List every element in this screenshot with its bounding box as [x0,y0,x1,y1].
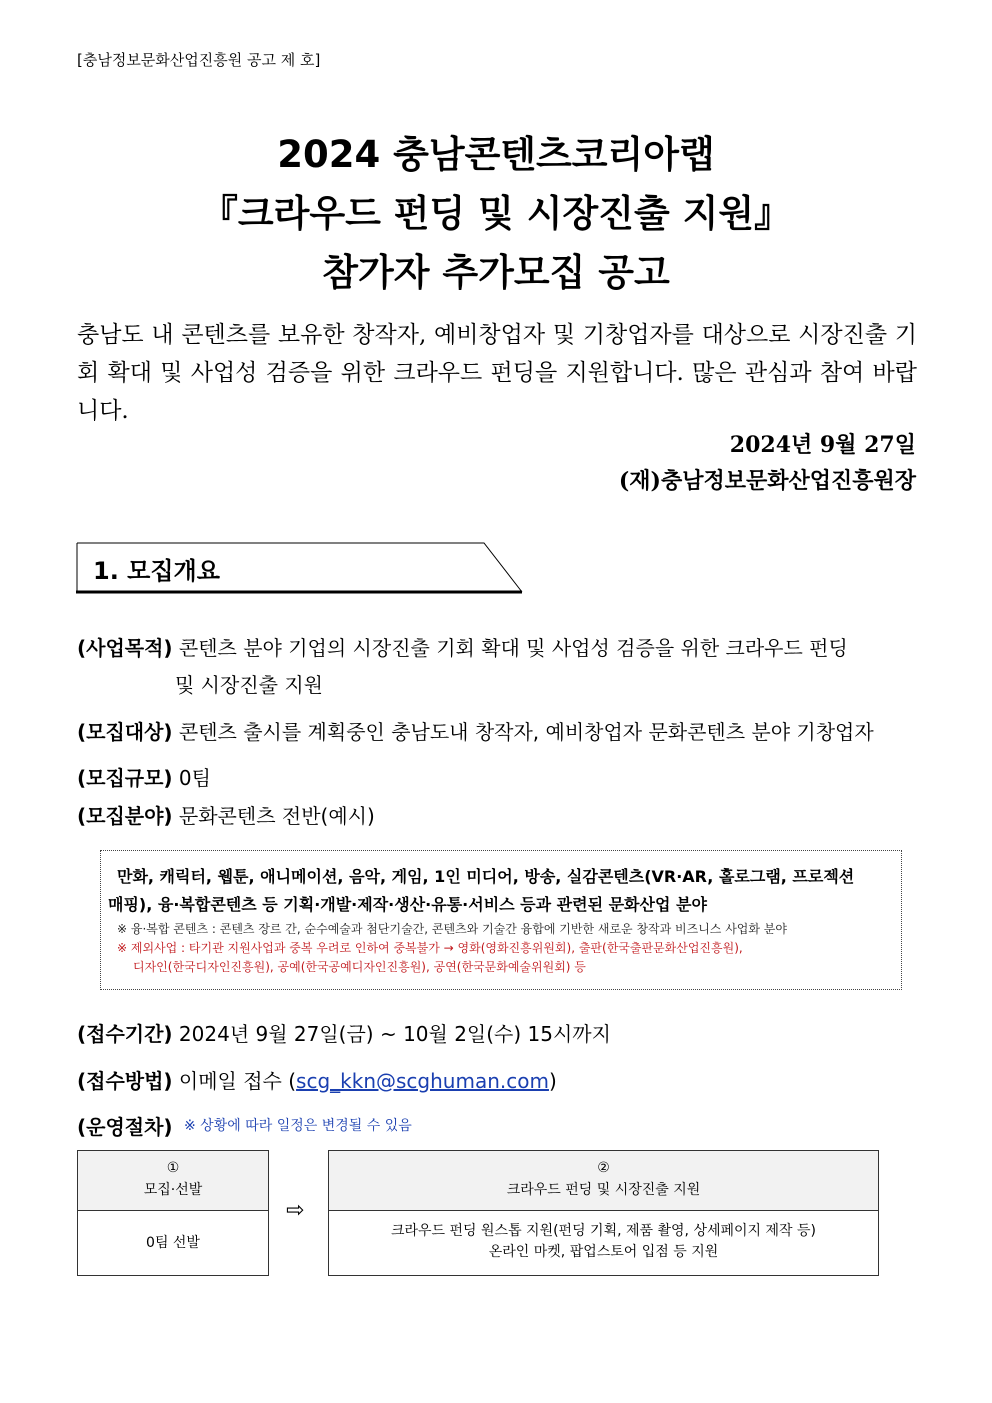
period-row [77,1018,611,1047]
title-line-1: 2024 충남콘텐츠코리아랩 [277,133,715,176]
step-1-box [77,1150,269,1276]
notice-number: [충남정보문화산업진흥원 공고 제 호] [77,51,321,69]
arrow-icon: ⇨ [286,1198,305,1223]
title-line-2: 『크라우드 펀딩 및 시장진출 지원』 [200,192,792,235]
exclusion-note-cont: 디자인(한국디자인진흥원), 공예(한국공예디자인진흥원), 공연(한국문화예술위원회) 등 [133,960,586,974]
target-key: (모집대상) [77,720,173,744]
method-key: (접수방법) [77,1069,173,1093]
procedure-note: ※ 상황에 따라 일정은 변경될 수 있음 [184,1118,412,1134]
step-2-title: 크라우드 펀딩 및 시장진출 지원 [506,1182,701,1198]
step-1-body: 0팀 선발 [146,1235,200,1251]
section-1-title: 1. 모집개요 [93,557,220,585]
step-1-header [78,1151,268,1211]
scale-key: (모집규모) [77,766,173,790]
method-prefix: 이메일 접수 ( [178,1069,297,1093]
step-2-number: ② [597,1160,610,1176]
method-row [77,1065,557,1094]
purpose-row [77,632,848,661]
period-value: 2024년 9월 27일(금) ~ 10월 2일(수) 15시까지 [178,1022,611,1046]
step-2-body [329,1211,878,1263]
target-row [77,716,874,745]
intro-paragraph: 충남도 내 콘텐츠를 보유한 창작자, 예비창업자 및 기창업자를 대상으로 시장진출 기회 확대 및 사업성 검증을 위한 크라우드 펀딩을 지원합니다. 많은 관심과 참여 바랍니다. [77,322,917,424]
field-box-line-2: 매핑), 융·복합콘텐츠 등 기획·개발·제작·생산·유통·서비스 등과 관련된 문화산업 분야 [108,895,707,914]
procedure-row [77,1111,173,1140]
step-2-box [328,1150,879,1276]
step-2-header [329,1151,878,1211]
step-1-title: 모집·선발 [143,1182,203,1198]
title-line-3: 참가자 추가모집 공고 [322,251,670,294]
email-link[interactable]: scg_kkn@scghuman.com [296,1069,549,1093]
procedure-key: (운영절차) [77,1115,173,1139]
notice-date: 2024년 9월 27일 [729,432,916,458]
purpose-value-cont: 및 시장진출 지원 [175,673,323,697]
step-2-body-line-2: 온라인 마켓, 팝업스토어 입점 등 지원 [488,1244,719,1260]
exclusion-note: ※ 제외사업 : 타기관 지원사업과 중복 우려로 인하여 중복불가 → 영화(영화진흥위원회), 출판(한국출판문화산업진흥원), [117,941,743,955]
scale-row [77,762,211,791]
field-value: 문화콘텐츠 전반(예시) [178,804,375,828]
field-box-line-1: 만화, 캐릭터, 웹툰, 애니메이션, 음악, 게임, 1인 미디어, 방송, 실감콘텐츠(VR·AR, 홀로그램, 프로젝션 [117,867,855,886]
purpose-key: (사업목적) [77,636,173,660]
convergence-note: ※ 융·복합 콘텐츠 : 콘텐츠 장르 간, 순수예술과 첨단기술간, 콘텐츠와 기술간 융합에 기반한 새로운 창작과 비즈니스 사업화 분야 [117,922,787,936]
step-2-body-line-1: 크라우드 펀딩 원스톱 지원(펀딩 기획, 제품 촬영, 상세페이지 제작 등) [390,1223,817,1239]
method-suffix: ) [548,1069,557,1093]
step-1-number: ① [166,1160,180,1176]
issuing-organization: (재)충남정보문화산업진흥원장 [618,468,916,494]
purpose-value: 콘텐츠 분야 기업의 시장진출 기회 확대 및 사업성 검증을 위한 크라우드 펀딩 [178,636,848,660]
field-row [77,800,375,829]
scale-value: 0팀 [178,766,211,790]
field-key: (모집분야) [77,804,173,828]
target-value: 콘텐츠 출시를 계획중인 충남도내 창작자, 예비창업자 문화콘텐츠 분야 기창업자 [178,720,874,744]
period-key: (접수기간) [77,1022,173,1046]
